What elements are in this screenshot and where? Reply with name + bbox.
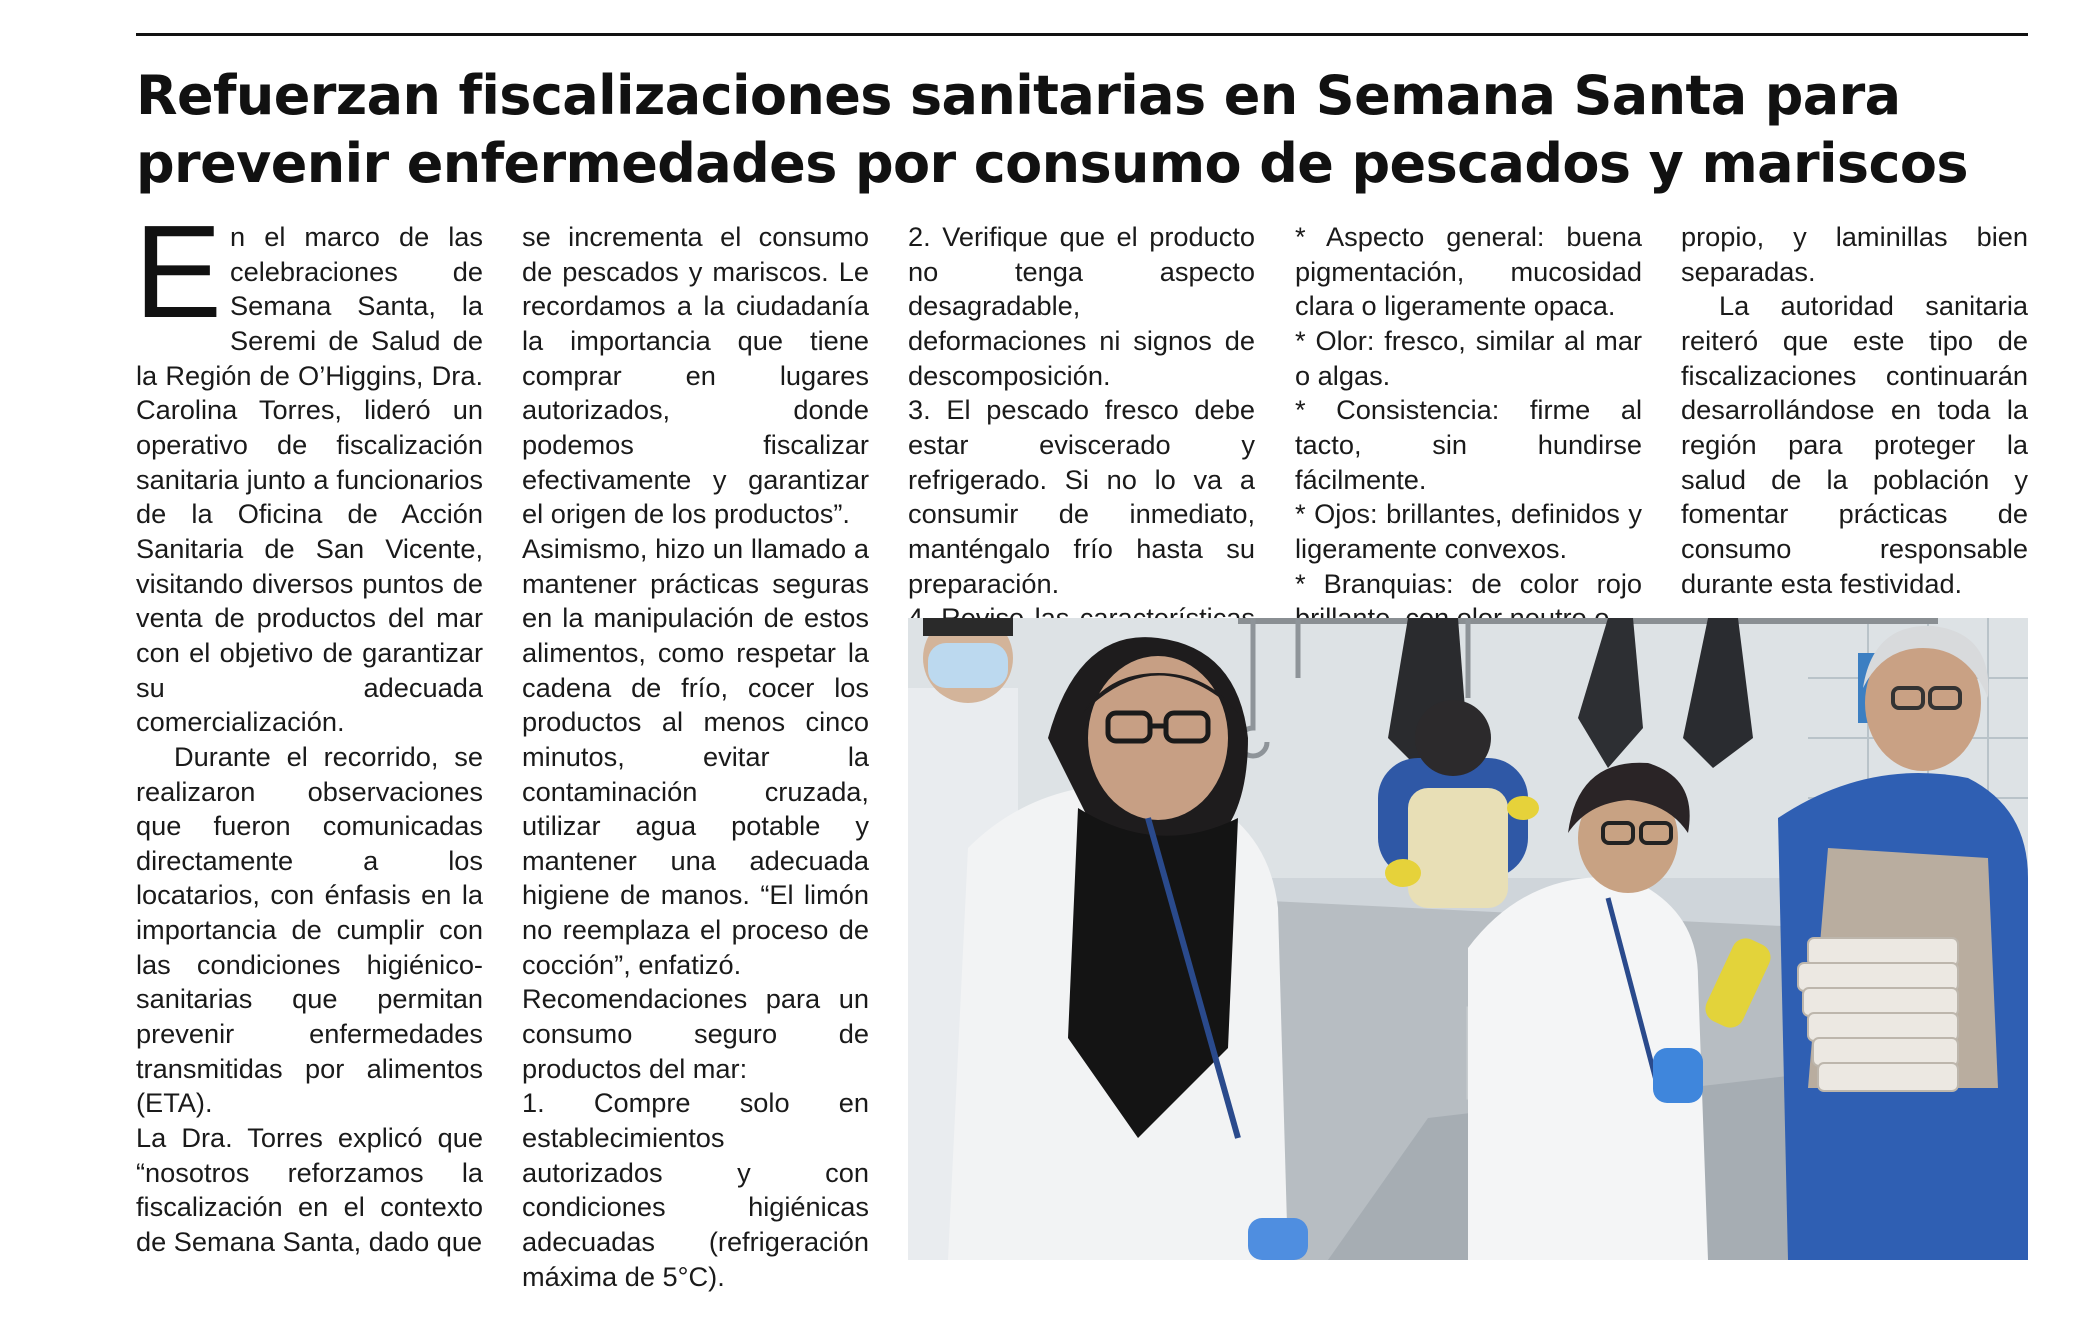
list-item: * Olor: fresco, similar al mar o algas. xyxy=(1295,324,1642,391)
list-item: * Branquias: de color rojo xyxy=(1295,567,1642,599)
paragraph: Recomendaciones para un consumo seguro de productos del mar: xyxy=(522,983,869,1084)
paragraph: n el marco de las celebraciones de Semana Santa, la Seremi de Salud de la Región de O’Higgins, Dra. Carolina Torres, lideró un operativo de fiscalización sanitaria junto a funcionarios de la Oficina de Acción Sanitaria de San Vicente, visitando diversos puntos de venta de productos del mar con el objetivo de garantizar su adecuada comercialización. xyxy=(136,221,483,738)
drop-cap: E xyxy=(134,198,223,345)
list-item: * Ojos: brillantes, definidos y ligeramente convexos. xyxy=(1295,498,1642,564)
top-rule xyxy=(136,33,2028,36)
headline-line-1: Refuerzan fiscalizaciones sanitarias en Semana Santa para xyxy=(136,64,1901,127)
paragraph: La Dra. Torres explicó que “nosotros reforzamos la fiscalización en el contexto de Semana Santa, dado que xyxy=(136,1122,483,1258)
list-item: 3. El pescado fresco debe estar eviscerado y refrigerado. Si no lo va a consumir de inmediato, manténgalo frío hasta su preparación. xyxy=(908,394,1255,599)
list-item: 2. Verifique que el producto no tenga aspecto desagradable, deformaciones ni signos de descomposición. xyxy=(908,221,1255,391)
article-column-4 xyxy=(1295,220,1642,636)
paragraph: La autoridad sanitaria reiteró que este tipo de fiscalizaciones continuarán desarrollándose en toda la región para proteger la salud de la población y fomentar prácticas de consumo responsable durante esta festividad. xyxy=(1681,290,2028,599)
article-column-1 xyxy=(134,198,483,1260)
paragraph: propio, y laminillas bien separadas. xyxy=(1681,221,2028,287)
headline-line-2: prevenir enfermedades por consumo de pescados y mariscos xyxy=(136,132,1968,195)
paragraph: 1. Compre solo en establecimientos autorizados y con condiciones higiénicas adecuadas (refrigeración máxima de 5°C). xyxy=(522,1087,869,1292)
article-column-5 xyxy=(1681,220,2028,601)
headline xyxy=(136,62,2036,198)
photo-illustration xyxy=(908,618,2028,1260)
paragraph: Durante el recorrido, se realizaron observaciones que fueron comunicadas directamente a los locatarios, con énfasis en la importancia de cumplir con las condiciones higiénico-sanitarias que permitan prevenir enfermedades transmitidas por alimentos (ETA). xyxy=(136,740,483,1119)
list-item: * Consistencia: firme al tacto, sin hundirse fácilmente. xyxy=(1295,394,1642,495)
article-column-2 xyxy=(522,220,869,1294)
paragraph: Asimismo, hizo un llamado a mantener prácticas seguras en la manipulación de estos alimentos, como respetar la cadena de frío, cocer los productos al menos cinco minutos, evitar la contaminación cruzada, utilizar agua potable y mantener una adecuada higiene de manos. “El limón no reemplaza el proceso de cocción”, enfatizó. xyxy=(522,532,869,980)
article-column-3 xyxy=(908,220,1255,671)
paragraph: se incrementa el consumo de pescados y mariscos. Le recordamos a la ciudadanía la importancia que tiene comprar en lugares autorizados, donde podemos fiscalizar efectivamente y garantizar el origen de los productos”. xyxy=(522,221,869,530)
list-item: * Aspecto general: buena pigmentación, mucosidad clara o ligeramente opaca. xyxy=(1295,221,1642,322)
inspection-photo xyxy=(908,618,2028,1260)
